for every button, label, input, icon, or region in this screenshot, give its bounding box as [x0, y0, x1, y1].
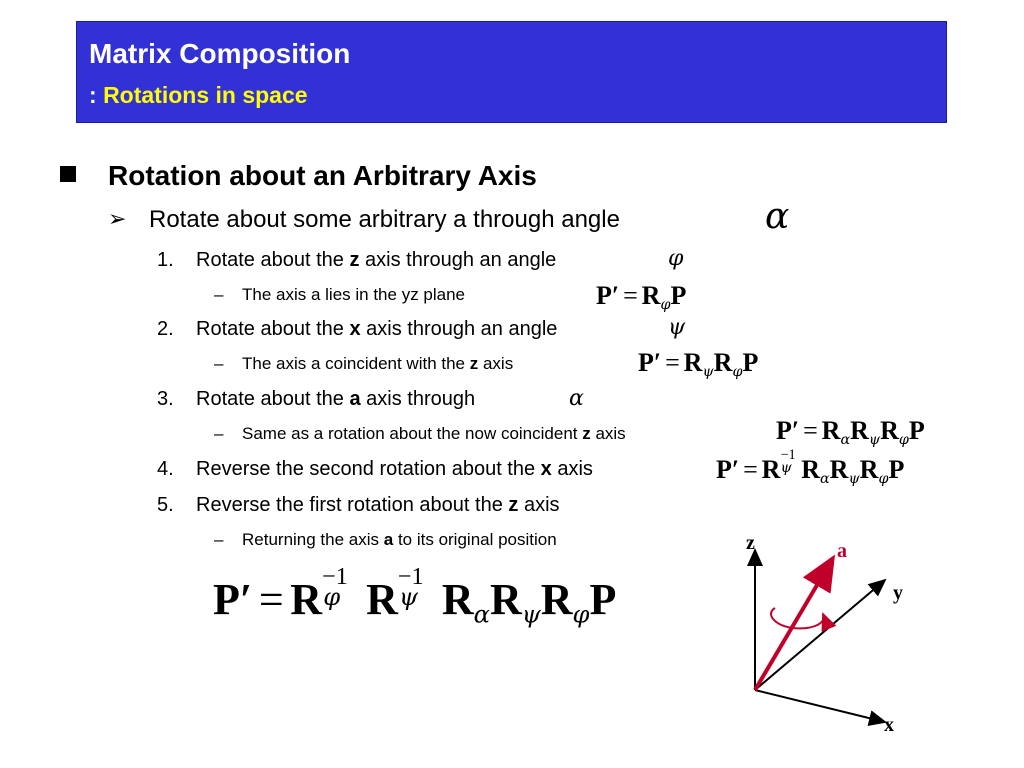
equation-2 — [638, 348, 758, 380]
eq-sup-inverse: −1 — [322, 562, 348, 590]
eq-sub-psi: ψ — [521, 600, 541, 629]
eq-lhs: P′ — [716, 455, 740, 484]
step-number: 3. — [157, 388, 174, 410]
eq-supsub — [397, 562, 442, 614]
eq-R: R — [859, 455, 879, 484]
subtitle-text: Rotations in space — [103, 82, 308, 108]
arrow-bullet-icon: ➢ — [108, 206, 127, 231]
eq-sub-alpha: α — [820, 471, 830, 487]
square-bullet-icon — [60, 166, 76, 182]
eq-sub-psi: ψ — [780, 459, 792, 476]
step-axis: a — [349, 388, 361, 410]
step-text: Reverse the first rotation about the — [196, 494, 509, 516]
eq-sub-phi: φ — [898, 432, 909, 448]
eq-lhs: P′ — [776, 416, 800, 445]
eq-R: R — [290, 575, 323, 624]
eq-equals: = — [665, 348, 680, 377]
note-text: The axis a coincident with the — [242, 354, 470, 373]
eq-R: R — [850, 416, 869, 445]
note-text: Same as a rotation about the now coincident — [242, 424, 583, 443]
step-axis: x — [349, 318, 361, 340]
alpha-symbol: α — [569, 386, 584, 411]
eq-sub-phi: φ — [572, 600, 590, 629]
eq-P: P — [908, 416, 925, 445]
step-text: axis through an angle — [359, 249, 557, 271]
y-label: y — [893, 582, 903, 604]
eq-sub-phi: φ — [323, 583, 341, 612]
bullet-heading: Rotation about an Arbitrary Axis — [108, 160, 537, 191]
note-text: to its original position — [393, 530, 557, 549]
note-text: The axis a lies in the yz plane — [242, 285, 466, 304]
eq-equals: = — [743, 455, 758, 484]
step-text: axis — [518, 494, 560, 516]
step-text: Rotate about the — [196, 249, 350, 271]
alpha-symbol: α — [765, 196, 790, 237]
eq-R: R — [366, 575, 398, 624]
note-text: Returning the axis — [242, 530, 384, 549]
axes-svg — [735, 530, 915, 740]
step-4-text — [196, 458, 593, 481]
eq-sub-psi: ψ — [848, 471, 860, 487]
eq-R: R — [713, 348, 733, 377]
psi-symbol: ψ — [668, 315, 686, 340]
dash-bullet: – — [214, 354, 224, 373]
eq-R: R — [683, 348, 703, 377]
step-number: 5. — [157, 494, 174, 516]
dash-bullet: – — [214, 285, 224, 304]
x-axis — [755, 690, 885, 722]
axes-diagram — [735, 530, 915, 740]
eq-sup-inverse: −1 — [780, 447, 796, 463]
note-2-text — [242, 354, 513, 374]
eq-P: P — [888, 455, 905, 484]
slide-subtitle — [89, 82, 308, 109]
note-4-text — [242, 530, 557, 550]
step-axis: z — [508, 494, 519, 516]
eq-R: R — [821, 416, 841, 445]
subtitle-colon: : — [89, 82, 97, 108]
eq-lhs: P′ — [596, 281, 620, 310]
step-number: 4. — [157, 458, 174, 480]
eq-P: P — [589, 575, 617, 624]
eq-sub-phi: φ — [660, 297, 671, 313]
equation-3 — [776, 416, 925, 448]
eq-R: R — [761, 455, 781, 484]
eq-R: R — [801, 455, 821, 484]
eq-R: R — [641, 281, 661, 310]
note-axis: z — [469, 354, 479, 373]
eq-R: R — [441, 575, 474, 624]
step-text: axis through an angle — [360, 318, 558, 340]
note-axis: z — [582, 424, 591, 443]
step-5-text — [196, 494, 560, 517]
eq-equals: = — [623, 281, 638, 310]
eq-lhs: P′ — [638, 348, 662, 377]
phi-symbol: φ — [668, 246, 684, 271]
note-axis: a — [383, 530, 394, 549]
step-text: Rotate about the — [196, 318, 350, 340]
note-text: axis — [590, 424, 626, 443]
x-label: x — [884, 714, 894, 736]
step-text: Rotate about the — [196, 388, 350, 410]
step-2-text — [196, 318, 557, 341]
a-label: a — [837, 540, 847, 562]
note-text: axis — [478, 354, 514, 373]
dash-bullet: – — [214, 530, 224, 549]
eq-R: R — [489, 575, 522, 624]
eq-R: R — [829, 455, 849, 484]
step-axis: x — [540, 458, 552, 480]
eq-R: R — [880, 416, 899, 445]
equation-4 — [716, 447, 905, 487]
eq-sub-alpha: α — [840, 432, 851, 448]
eq-R: R — [540, 575, 573, 624]
slide-title: Matrix Composition — [89, 38, 351, 69]
sub-bullet-text: Rotate about some arbitrary a through angle — [149, 206, 620, 233]
eq-P: P — [670, 281, 687, 310]
step-text: axis through — [360, 388, 476, 410]
z-label: z — [746, 532, 755, 554]
title-bar — [76, 21, 947, 123]
step-3-text — [196, 388, 475, 411]
eq-sub-phi: φ — [878, 471, 889, 487]
eq-P: P — [742, 348, 759, 377]
step-text: axis — [551, 458, 593, 480]
eq-sup-inverse: −1 — [397, 562, 424, 590]
eq-sub-phi: φ — [732, 364, 743, 380]
equation-1 — [596, 281, 686, 313]
eq-sub-psi: ψ — [399, 583, 419, 612]
eq-equals: = — [258, 575, 284, 624]
eq-lhs: P′ — [213, 575, 253, 624]
note-1-text — [242, 285, 465, 305]
step-text: Reverse the second rotation about the — [196, 458, 541, 480]
composite-equation — [213, 562, 617, 629]
step-number: 2. — [157, 318, 174, 340]
eq-sub-psi: ψ — [868, 432, 881, 448]
step-axis: z — [349, 249, 360, 271]
note-3-text — [242, 424, 626, 444]
y-axis — [755, 580, 885, 690]
eq-sub-psi: ψ — [702, 364, 714, 380]
a-vector — [755, 558, 833, 690]
eq-sub-alpha: α — [473, 600, 490, 629]
dash-bullet: – — [214, 424, 224, 443]
step-number: 1. — [157, 249, 174, 271]
eq-supsub — [322, 562, 366, 614]
eq-equals: = — [803, 416, 818, 445]
eq-supsub — [780, 447, 801, 478]
step-1-text — [196, 249, 556, 272]
